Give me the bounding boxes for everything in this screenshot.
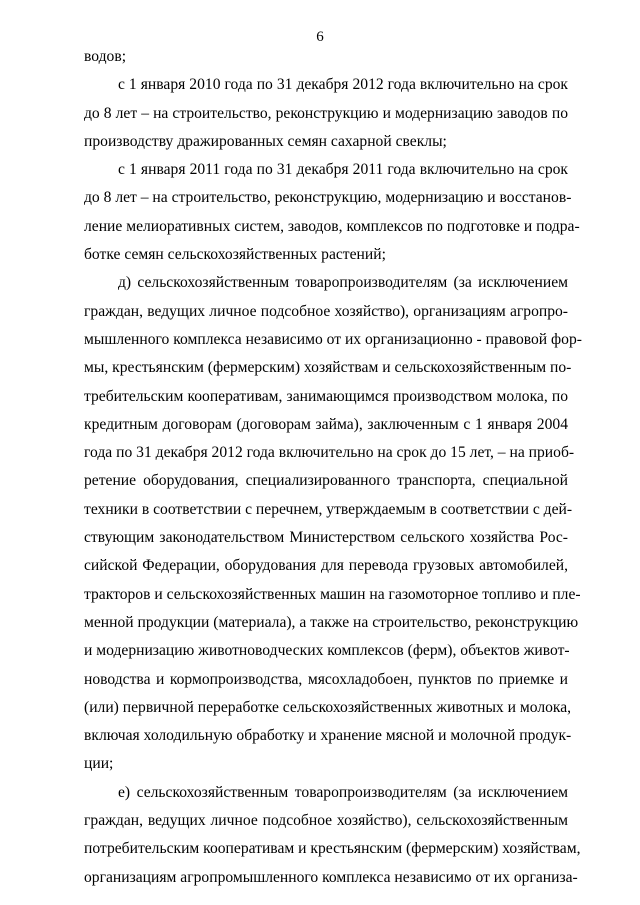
text-line: включая холодильную обработку и хранение мясной и молочной продук- — [84, 727, 572, 745]
text-line: (или) первичной переработке сельскохозяйственных животных и молока, — [84, 698, 572, 716]
text-line: ретение оборудования, специализированного транспорта, специальной — [84, 472, 568, 490]
text-line: с 1 января 2010 года по 31 декабря 2012 года включительно на срок — [118, 76, 568, 94]
text-line: мы, крестьянским (фермерским) хозяйствам и сельскохозяйственным по- — [84, 359, 572, 377]
paragraph — [84, 779, 581, 892]
page-number: 6 — [316, 29, 324, 45]
text-line: д) сельскохозяйственным товаропроизводителям (за исключением — [118, 274, 568, 292]
text-line: менной продукции (материала), а также на строительство, реконструкцию — [84, 613, 579, 631]
document-body — [84, 43, 582, 892]
text-line: до 8 лет – на строительство, реконструкцию, модернизацию и восстанов- — [84, 189, 572, 207]
text-line: кредитным договорам (договорам займа), заключенным с 1 января 2004 — [84, 415, 568, 433]
text-line: техники в соответствии с перечнем, утверждаемым в соответствии с дей- — [84, 500, 573, 518]
text-line: сийской Федерации, оборудования для перевода грузовых автомобилей, — [84, 557, 568, 575]
text-line: с 1 января 2011 года по 31 декабря 2011 года включительно на срок — [118, 161, 568, 179]
text-line: ции; — [84, 755, 114, 773]
text-line: граждан, ведущих личное подсобное хозяйство), организациям агропро- — [84, 302, 568, 320]
text-line: организациям агропромышленного комплекса независимо от их организа- — [84, 868, 578, 886]
text-line: года по 31 декабря 2012 года включительно на срок до 15 лет, – на приоб- — [84, 444, 575, 462]
text-line: граждан, ведущих личное подсобное хозяйство), сельскохозяйственным — [84, 812, 568, 830]
text-line: водов; — [84, 48, 127, 65]
text-line: требительским кооперативам, занимающимся производством молока, по — [84, 387, 568, 405]
text-line: до 8 лет – на строительство, реконструкцию и модернизацию заводов по — [84, 104, 568, 122]
text-line: ствующим законодательством Министерством сельского хозяйства Рос- — [84, 529, 568, 547]
text-line: е) сельскохозяйственным товаропроизводителям (за исключением — [118, 783, 568, 801]
text-line: производству дражированных семян сахарной свеклы; — [84, 132, 447, 150]
paragraph — [84, 269, 582, 778]
paragraph — [84, 71, 568, 156]
text-line: тракторов и сельскохозяйственных машин на газомоторное топливо и пле- — [84, 585, 581, 603]
text-line: ботке семян сельскохозяйственных растений; — [84, 246, 386, 264]
text-line: мышленного комплекса независимо от их организационно - правовой фор- — [84, 330, 582, 348]
text-line: ление мелиоративных систем, заводов, комплексов по подготовке и подра- — [84, 217, 580, 235]
text-line: потребительским кооперативам и крестьянским (фермерским) хозяйствам, — [84, 840, 581, 858]
paragraph — [84, 156, 580, 269]
text-line: новодства и кормопроизводства, мясохладобоен, пунктов по приемке и — [84, 670, 568, 688]
paragraph — [84, 43, 568, 71]
text-line: и модернизацию животноводческих комплексов (ферм), объектов живот- — [84, 642, 570, 660]
